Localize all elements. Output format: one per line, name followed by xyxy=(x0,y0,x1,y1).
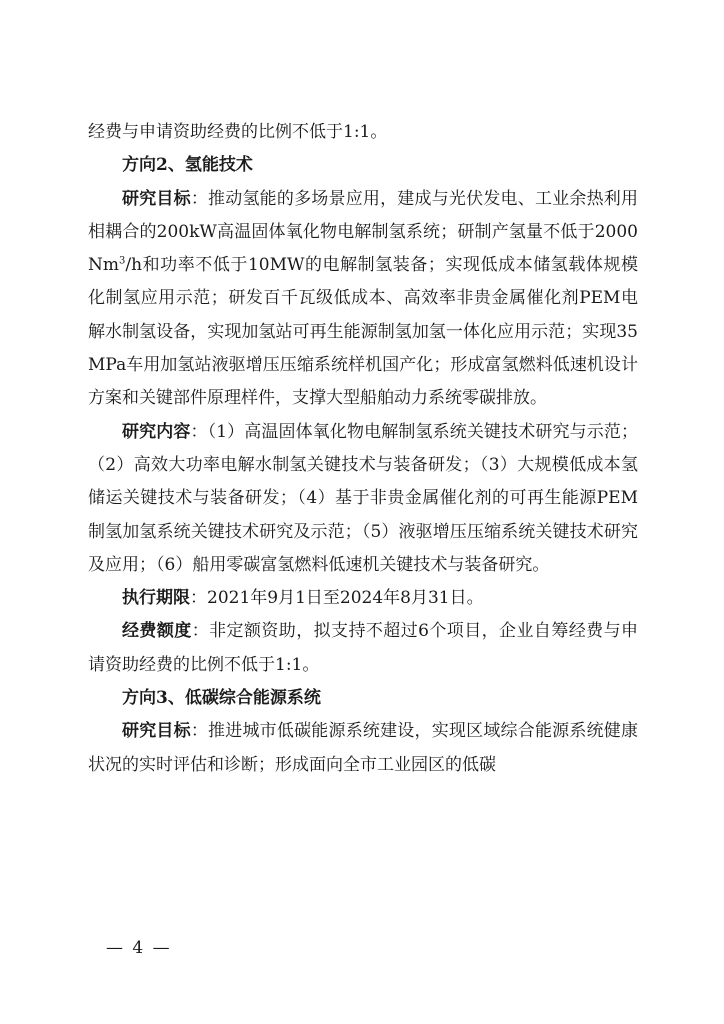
bold-label: 方向3、低碳综合能源系统 xyxy=(122,688,321,709)
text-run: /h和功率不低于10MW的电解制氢装备；实现低成本储氢载体规模化制氢应用示范；研发百千瓦级低成本、高效率非贵金属催化剂PEM电解水制氢设备，实现加氢站可再生能源制氢加氢一体化应用示范；实现35MPa车用加氢站液驱增压压缩系统样机国产化；形成富氢燃料低速机设计方案和关键部件原理样件，支撑大型船舶动力系统零碳排放。 xyxy=(88,255,638,409)
bold-label: 研究目标 xyxy=(122,188,191,209)
paragraph xyxy=(88,416,638,582)
text-run: ：（1）高温固体氧化物电解制氢系统关键技术研究与示范；（2）高效大功率电解水制氢关键技术与装备研发；（3）大规模低成本氢储运关键技术与装备研发；（4）基于非贵金属催化剂的可再生能源PEM制氢加氢系统关键技术研究及示范；（5）液驱增压压缩系统关键技术研究及应用；（6）船用零碳富氢燃料低速机关键技术与装备研究。 xyxy=(88,421,638,575)
paragraph xyxy=(88,183,638,416)
text-run: 经费与申请资助经费的比例不低于1:1。 xyxy=(88,122,388,142)
bold-label: 研究目标 xyxy=(122,721,191,742)
superscript: 3 xyxy=(119,255,126,267)
bold-label: 研究内容 xyxy=(122,421,191,442)
bold-label: 经费额度 xyxy=(122,621,192,642)
page-number: — 4 — xyxy=(106,938,172,958)
paragraph xyxy=(88,715,638,782)
text-run: ：推进城市低碳能源系统建设，实现区域综合能源系统健康状况的实时评估和诊断；形成面向全市工业园区的低碳 xyxy=(88,721,638,775)
paragraph xyxy=(88,582,638,615)
text-run: ：非定额资助，拟支持不超过6个项目，企业自筹经费与申请资助经费的比例不低于1:1。 xyxy=(88,621,638,675)
text-run: ：推动氢能的多场景应用，建成与光伏发电、工业余热利用相耦合的200kW高温固体氧化物电解制氢系统；研制产氢量不低于2000Nm xyxy=(88,188,638,276)
paragraph xyxy=(88,615,638,682)
document-body xyxy=(88,116,638,782)
section-heading xyxy=(88,149,638,182)
paragraph xyxy=(88,116,638,149)
section-heading xyxy=(88,682,638,715)
text-run: ：2021年9月1日至2024年8月31日。 xyxy=(190,588,484,609)
bold-label: 执行期限 xyxy=(122,588,190,609)
bold-label: 方向2、氢能技术 xyxy=(122,155,253,176)
